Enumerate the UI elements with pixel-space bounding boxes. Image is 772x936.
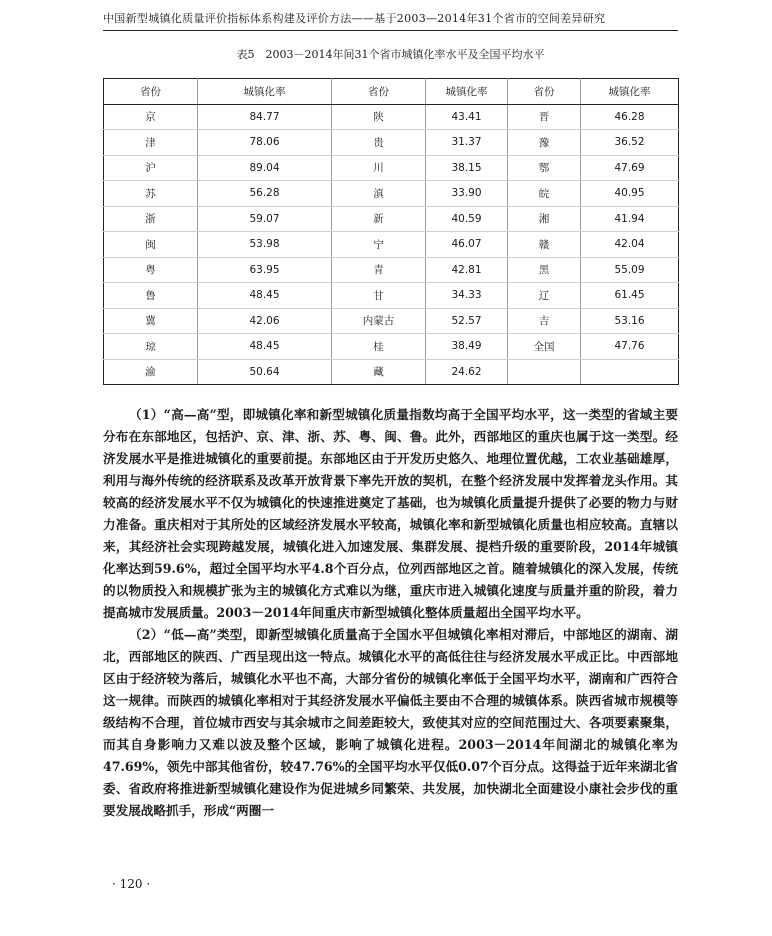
- rate-cell: 46.28: [581, 104, 679, 130]
- rate-cell: 33.90: [426, 181, 508, 207]
- rate-cell: 48.45: [198, 283, 332, 309]
- province-cell: [508, 359, 581, 385]
- body-text: [103, 404, 678, 822]
- province-cell: 吉: [508, 308, 581, 334]
- rate-cell: 42.06: [198, 308, 332, 334]
- province-cell: 滇: [332, 181, 426, 207]
- table-row: [104, 181, 679, 207]
- rate-cell: 53.16: [581, 308, 679, 334]
- rate-cell: 40.59: [426, 206, 508, 232]
- table-row: [104, 283, 679, 309]
- table-row: [104, 104, 679, 130]
- province-cell: 甘: [332, 283, 426, 309]
- table-header-row: [104, 79, 679, 105]
- province-cell: 京: [104, 104, 198, 130]
- table-row: [104, 359, 679, 385]
- table-row: [104, 232, 679, 258]
- rate-cell: 24.62: [426, 359, 508, 385]
- rate-cell: 36.52: [581, 130, 679, 156]
- province-cell: 陕: [332, 104, 426, 130]
- province-cell: 桂: [332, 334, 426, 360]
- rate-cell: 34.33: [426, 283, 508, 309]
- rate-cell: [581, 359, 679, 385]
- header-province: 省份: [104, 79, 198, 105]
- province-cell: 赣: [508, 232, 581, 258]
- province-cell: 藏: [332, 359, 426, 385]
- rate-cell: 40.95: [581, 181, 679, 207]
- page-number: · 120 ·: [112, 877, 151, 891]
- province-cell: 黑: [508, 257, 581, 283]
- province-cell: 青: [332, 257, 426, 283]
- province-cell: 津: [104, 130, 198, 156]
- rate-cell: 61.45: [581, 283, 679, 309]
- rate-cell: 53.98: [198, 232, 332, 258]
- table-row: [104, 206, 679, 232]
- table-row: [104, 155, 679, 181]
- rate-cell: 42.04: [581, 232, 679, 258]
- province-cell: 湘: [508, 206, 581, 232]
- table-row: [104, 334, 679, 360]
- province-cell: 苏: [104, 181, 198, 207]
- rate-cell: 59.07: [198, 206, 332, 232]
- rate-cell: 47.76: [581, 334, 679, 360]
- table-body: [104, 104, 679, 385]
- rate-cell: 89.04: [198, 155, 332, 181]
- rate-cell: 52.57: [426, 308, 508, 334]
- rate-cell: 63.95: [198, 257, 332, 283]
- province-cell: 闽: [104, 232, 198, 258]
- province-cell: 冀: [104, 308, 198, 334]
- header-urbanization-rate: 城镇化率: [426, 79, 508, 105]
- urbanization-rate-table: [103, 78, 679, 385]
- province-cell: 宁: [332, 232, 426, 258]
- header-province: 省份: [508, 79, 581, 105]
- rate-cell: 55.09: [581, 257, 679, 283]
- province-cell: 川: [332, 155, 426, 181]
- table-row: [104, 308, 679, 334]
- rate-cell: 43.41: [426, 104, 508, 130]
- province-cell: 琼: [104, 334, 198, 360]
- rate-cell: 47.69: [581, 155, 679, 181]
- province-cell: 豫: [508, 130, 581, 156]
- rate-cell: 50.64: [198, 359, 332, 385]
- province-cell: 浙: [104, 206, 198, 232]
- header-rule: [103, 30, 678, 31]
- rate-cell: 31.37: [426, 130, 508, 156]
- table-row: [104, 257, 679, 283]
- paragraph-high-high: （1）“高—高”型，即城镇化率和新型城镇化质量指数均高于全国平均水平，这一类型的省域主要分布在东部地区，包括沪、京、津、浙、苏、粤、闽、鲁。此外，西部地区的重庆也属于这一类型。经济发展水平是推进城镇化的重要前提。东部地区由于开发历史悠久、地理位置优越，工农业基础雄厚，利用与海外传统的经济联系及改革开放背景下率先开放的契机，在整个经济发展中发挥着龙头作用。其较高的经济发展水平不仅为城镇化的快速推进奠定了基础，也为城镇化质量提升提供了必要的物力与财力准备。重庆相对于其所处的区域经济发展水平较高，城镇化率和新型城镇化质量也相应较高。直辖以来，其经济社会实现跨越发展，城镇化进入加速发展、集群发展、提档升级的重要阶段，2014年城镇化率达到59.6%，超过全国平均水平4.8个百分点，位列西部地区之首。随着城镇化的深入发展，传统的以物质投入和规模扩张为主的城镇化方式难以为继，重庆市进入城镇化速度与质量并重的阶段，着力提高城市发展质量。2003－2014年间重庆市新型城镇化整体质量超出全国平均水平。: [103, 407, 678, 620]
- province-cell: 鲁: [104, 283, 198, 309]
- header-urbanization-rate: 城镇化率: [581, 79, 679, 105]
- province-cell: 新: [332, 206, 426, 232]
- table-caption: 表5 2003－2014年间31个省市城镇化率水平及全国平均水平: [236, 48, 545, 61]
- rate-cell: 84.77: [198, 104, 332, 130]
- rate-cell: 56.28: [198, 181, 332, 207]
- header-province: 省份: [332, 79, 426, 105]
- rate-cell: 38.15: [426, 155, 508, 181]
- rate-cell: 46.07: [426, 232, 508, 258]
- province-cell: 粤: [104, 257, 198, 283]
- rate-cell: 48.45: [198, 334, 332, 360]
- province-cell: 晋: [508, 104, 581, 130]
- province-cell: 内蒙古: [332, 308, 426, 334]
- rate-cell: 78.06: [198, 130, 332, 156]
- province-cell: 贵: [332, 130, 426, 156]
- province-cell: 鄂: [508, 155, 581, 181]
- rate-cell: 41.94: [581, 206, 679, 232]
- province-cell: 渝: [104, 359, 198, 385]
- table-row: [104, 130, 679, 156]
- province-cell: 皖: [508, 181, 581, 207]
- province-cell: 辽: [508, 283, 581, 309]
- rate-cell: 42.81: [426, 257, 508, 283]
- running-header: 中国新型城镇化质量评价指标体系构建及评价方法——基于2003—2014年31个省市的空间差异研究: [103, 12, 606, 25]
- header-urbanization-rate: 城镇化率: [198, 79, 332, 105]
- province-cell: 全国: [508, 334, 581, 360]
- province-cell: 沪: [104, 155, 198, 181]
- paragraph-low-high: （2）“低—高”类型，即新型城镇化质量高于全国水平但城镇化率相对滞后，中部地区的湖南、湖北，西部地区的陕西、广西呈现出这一特点。城镇化水平的高低往往与经济发展水平成正比。中西部地区由于经济较为落后，城镇化水平也不高，大部分省份的城镇化率低于全国平均水平，湖南和广西符合这一规律。而陕西的城镇化率相对于其经济发展水平偏低主要由不合理的城镇体系。陕西省城市规模等级结构不合理，首位城市西安与其余城市之间差距较大，致使其对应的空间范围过大、各项要素聚集，而其自身影响力又难以波及整个区域，影响了城镇化进程。2003－2014年间湖北的城镇化率为47.69%，领先中部其他省份，较47.76%的全国平均水平仅低0.07个百分点。这得益于近年来湖北省委、省政府将推进新型城镇化建设作为促进城乡同繁荣、共发展，加快湖北全面建设小康社会步伐的重要发展战略抓手，形成“两圈一: [103, 627, 678, 818]
- rate-cell: 38.49: [426, 334, 508, 360]
